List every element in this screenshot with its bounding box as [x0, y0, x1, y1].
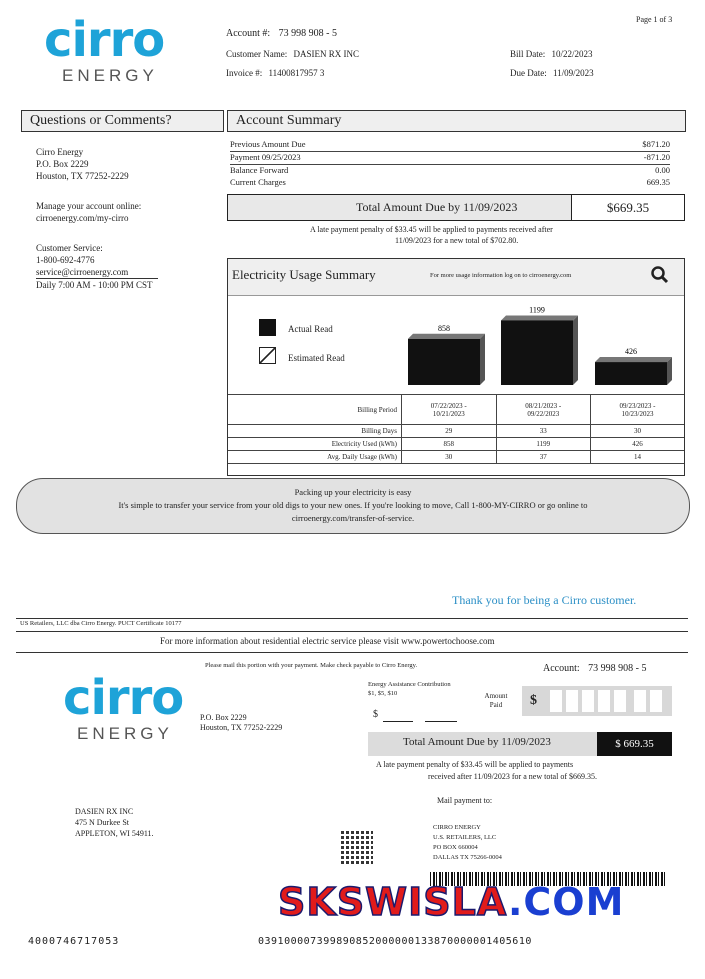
- amount-digit-box: [598, 690, 610, 712]
- usage-bar-top: [408, 334, 485, 339]
- customer-name: DASIEN RX INC: [75, 807, 134, 816]
- qr-code: [341, 830, 373, 864]
- service-label: Customer Service:: [36, 243, 103, 253]
- usage-bar-side: [573, 315, 578, 385]
- usage-bar-label: 858: [438, 323, 450, 333]
- invoice-label: Invoice #:: [226, 68, 263, 78]
- amount-paid-label: Amount Paid: [484, 692, 508, 709]
- usage-table: [228, 394, 684, 464]
- usage-note: For more usage information log on to cirroenergy.com: [430, 272, 572, 279]
- invoice-row: [226, 68, 324, 78]
- service-hours: Daily 7:00 AM - 10:00 PM CST: [36, 280, 153, 290]
- period-start: 08/21/2023 -: [525, 401, 562, 410]
- avg-cell: 14: [591, 451, 684, 464]
- remit-line-2: U.S. RETAILERS, LLC: [433, 834, 497, 841]
- usage-bar: [501, 320, 573, 385]
- retailer-text: US Retailers, LLC dba Cirro Energy. PUCT Certificate 10177: [20, 620, 182, 627]
- footer-rule-mid: [16, 631, 688, 632]
- info-text: For more information about residential electric service please visit www.powertochoose.com: [160, 636, 495, 646]
- usage-bar-top: [501, 315, 578, 320]
- stub-account: [543, 663, 647, 674]
- summary-row: [230, 165, 670, 177]
- stub-account-label: Account:: [543, 663, 580, 674]
- row-label: Billing Period: [228, 395, 402, 425]
- summary-row-value: 0.00: [655, 165, 670, 175]
- customer-street: 475 N Durkee St: [75, 818, 129, 827]
- usage-bar-label: 426: [625, 347, 637, 357]
- questions-po-box: P.O. Box 2229: [36, 159, 89, 169]
- period-end: 10/21/2023: [432, 409, 465, 418]
- moving-line-1: Packing up your electricity is easy: [294, 487, 412, 497]
- actual-read-swatch: [259, 319, 276, 336]
- amount-digit-box: [582, 690, 594, 712]
- summary-row-value: -871.20: [643, 152, 670, 162]
- late-line-1: A late payment penalty of $33.45 will be applied to payments received after: [310, 225, 553, 234]
- stub-total-value: $ 669.35: [597, 732, 672, 756]
- questions-address: [36, 146, 129, 182]
- footer-rule-top: [16, 618, 688, 619]
- service-email[interactable]: service@cirroenergy.com: [36, 266, 158, 279]
- usage-box: [227, 258, 685, 476]
- period-cell: [402, 395, 497, 425]
- account-label: Account #:: [226, 28, 271, 39]
- row-label: Avg. Daily Usage (kWh): [228, 451, 402, 464]
- bill-date-label: Bill Date:: [510, 49, 546, 59]
- invoice-value: 11400817957 3: [268, 68, 325, 78]
- stub-late-line-2: received after 11/09/2023 for a new total of $669.35.: [428, 772, 597, 781]
- amount-dollar-sign: $: [530, 693, 537, 708]
- days-cell: 30: [591, 425, 684, 438]
- footer-rule-bottom: [16, 652, 688, 653]
- watermark-tail: .COM: [507, 880, 625, 924]
- summary-row-label: Balance Forward: [230, 165, 289, 175]
- estimated-read-swatch: [259, 347, 276, 364]
- manage-url[interactable]: cirroenergy.com/my-cirro: [36, 213, 129, 223]
- usage-header: [228, 259, 684, 296]
- period-cell: [591, 395, 684, 425]
- kwh-cell: 426: [591, 438, 684, 451]
- total-due-label: Total Amount Due by 11/09/2023: [356, 200, 518, 214]
- cirro-logo: [44, 14, 164, 86]
- row-label: Electricity Used (kWh): [228, 438, 402, 451]
- amount-digit-box: [634, 690, 646, 712]
- stub-logo-word: cirro: [63, 670, 184, 726]
- summary-row: [230, 177, 670, 189]
- period-end: 10/23/2023: [621, 409, 654, 418]
- watermark-main: SKSWISLA: [278, 880, 508, 924]
- page-number: Page 1 of 3: [636, 15, 673, 24]
- scan-line-right: 039100007399890852000000133870000001405610: [258, 936, 532, 947]
- amount-digit-box: [550, 690, 562, 712]
- moving-line-2: It's simple to transfer your service from your old digs to your new ones. If you're looking to move, Call 1-800-MY-CIRRO or go online to: [118, 500, 588, 510]
- stub-city: Houston, TX 77252-2229: [200, 723, 283, 732]
- remit-line-4: DALLAS TX 75266-0004: [433, 854, 502, 861]
- remit-to-address: [433, 823, 502, 863]
- kwh-cell: 858: [402, 438, 497, 451]
- late-line-2: 11/09/2023 for a new total of $702.80.: [395, 236, 519, 245]
- days-cell: 33: [496, 425, 591, 438]
- manage-text: Manage your account online:: [36, 201, 142, 211]
- watermark: [278, 878, 624, 926]
- usage-chart: [398, 307, 678, 389]
- thank-you-text: Thank you for being a Cirro customer.: [452, 593, 637, 607]
- remit-line-1: CIRRO ENERGY: [433, 824, 481, 831]
- assist-dollars-field[interactable]: [383, 711, 413, 722]
- usage-bar-label: 1199: [529, 307, 545, 315]
- summary-row-value: $871.20: [642, 139, 670, 149]
- service-block: [36, 242, 158, 291]
- logo-sub: ENERGY: [62, 66, 158, 85]
- legend-actual: Actual Read: [288, 324, 333, 334]
- questions-city: Houston, TX 77252-2229: [36, 171, 129, 181]
- usage-title: Electricity Usage Summary: [232, 267, 376, 282]
- usage-bar-top: [595, 357, 672, 362]
- remit-line-3: PO BOX 660004: [433, 844, 478, 851]
- account-value: 73 998 908 - 5: [278, 28, 337, 39]
- assist-options: $1, $5, $10: [368, 690, 398, 697]
- summary-rows: [230, 139, 670, 189]
- total-due-box: [227, 194, 685, 221]
- stub-account-value: 73 998 908 - 5: [588, 663, 647, 674]
- total-due-value: $669.35: [571, 195, 684, 220]
- summary-row-value: 669.35: [646, 177, 670, 187]
- summary-title: Account Summary: [227, 110, 686, 132]
- stub-po-box: P.O. Box 2229: [200, 713, 247, 722]
- search-icon[interactable]: [651, 266, 667, 282]
- usage-bar: [408, 339, 480, 385]
- stub-total-label: Total Amount Due by 11/09/2023: [403, 736, 551, 748]
- stub-logo-sub: ENERGY: [77, 724, 173, 743]
- summary-row-label: Current Charges: [230, 177, 286, 187]
- amount-paid-field[interactable]: [522, 686, 672, 716]
- period-cell: [496, 395, 591, 425]
- logo-word: cirro: [44, 12, 165, 68]
- energy-assistance: [368, 680, 451, 698]
- stub-late-line-1: A late payment penalty of $33.45 will be applied to payments: [376, 760, 574, 769]
- summary-row-label: Payment 09/25/2023: [230, 152, 301, 162]
- period-end: 09/22/2023: [527, 409, 560, 418]
- amount-digit-box: [650, 690, 662, 712]
- stub-instruction: Please mail this portion with your payment. Make check payable to Cirro Energy.: [205, 662, 418, 669]
- service-phone: 1-800-692-4776: [36, 255, 95, 265]
- customer-name-label: Customer Name:: [226, 49, 288, 59]
- days-cell: 29: [402, 425, 497, 438]
- summary-row: [230, 152, 670, 165]
- avg-cell: 37: [496, 451, 591, 464]
- moving-banner: [16, 478, 690, 534]
- bill-date-value: 10/22/2023: [551, 49, 593, 59]
- scan-line-left: 4000746717053: [28, 936, 120, 947]
- due-date-row: [510, 68, 594, 78]
- assist-cents-field[interactable]: [425, 711, 457, 722]
- moving-line-3: cirroenergy.com/transfer-of-service.: [291, 513, 415, 523]
- period-start: 09/23/2023 -: [619, 401, 656, 410]
- customer-city: APPLETON, WI 54911.: [75, 829, 154, 838]
- summary-row-label: Previous Amount Due: [230, 139, 306, 149]
- mail-to-label: Mail payment to:: [437, 796, 493, 805]
- questions-company: Cirro Energy: [36, 147, 84, 157]
- amount-digit-box: [614, 690, 626, 712]
- usage-bar-side: [480, 334, 485, 385]
- assist-dollar-sign: $: [373, 709, 378, 720]
- amount-digit-box: [566, 690, 578, 712]
- kwh-cell: 1199: [496, 438, 591, 451]
- manage-block: [36, 200, 141, 224]
- row-label: Billing Days: [228, 425, 402, 438]
- assist-label: Energy Assistance Contribution: [368, 681, 451, 688]
- customer-address: [75, 806, 154, 839]
- due-date-label: Due Date:: [510, 68, 547, 78]
- period-start: 07/22/2023 -: [430, 401, 467, 410]
- due-date-value: 11/09/2023: [552, 68, 594, 78]
- bill-date-row: [510, 49, 593, 59]
- usage-bar: [595, 362, 667, 385]
- summary-row: [230, 139, 670, 152]
- questions-title: Questions or Comments?: [21, 110, 224, 132]
- legend-estimated: Estimated Read: [288, 353, 345, 363]
- stub-total-box: [368, 732, 600, 756]
- avg-cell: 30: [402, 451, 497, 464]
- customer-name-row: [226, 49, 359, 59]
- customer-name-value: DASIEN RX INC: [293, 49, 360, 59]
- account-header: [226, 28, 337, 39]
- stub-remit-address: [200, 713, 282, 733]
- stub-cirro-logo: [63, 672, 183, 744]
